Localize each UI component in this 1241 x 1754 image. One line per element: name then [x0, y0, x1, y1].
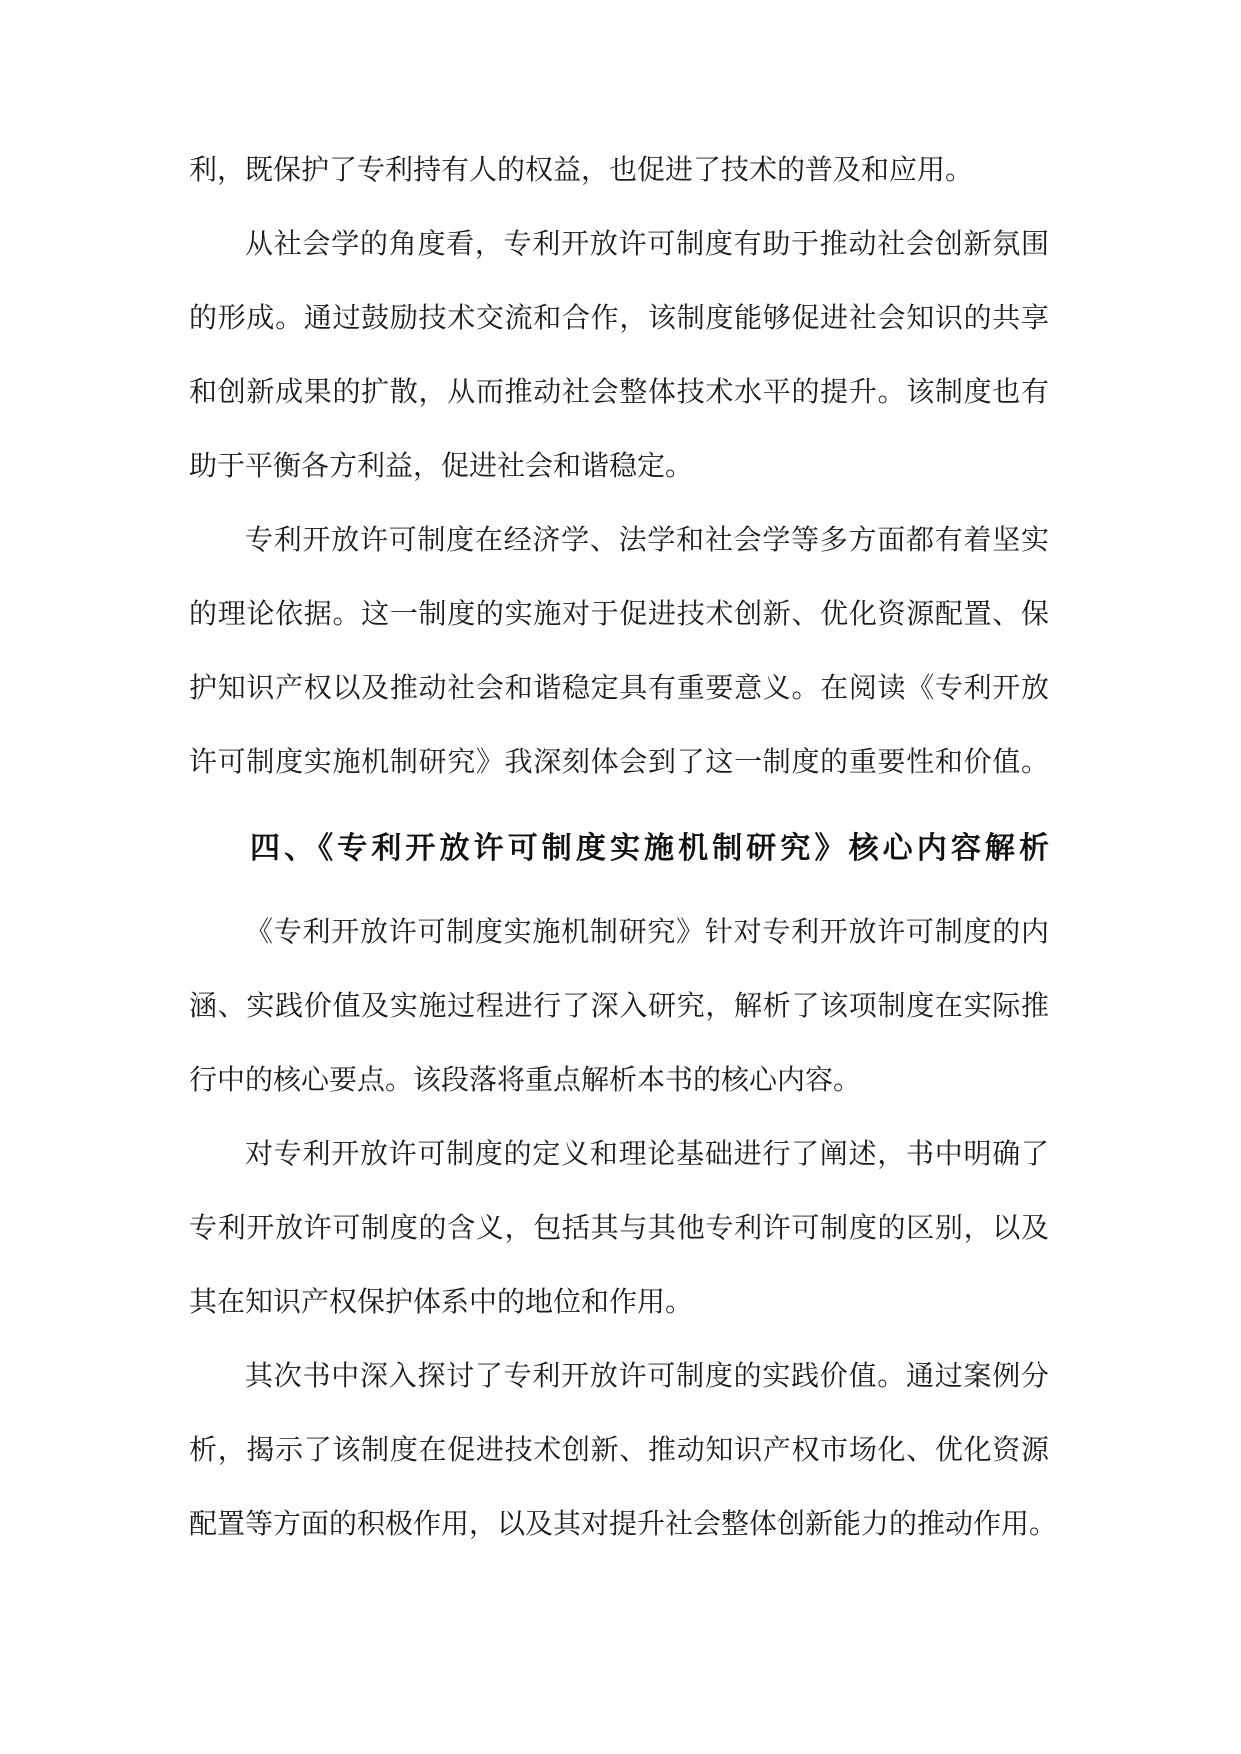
paragraph-line: 配置等方面的积极作用，以及其对提升社会整体创新能力的推动作用。 [189, 1507, 1058, 1540]
paragraph-line: 其次书中深入探讨了专利开放许可制度的实践价值。通过案例分 [245, 1359, 1049, 1392]
paragraph-line: 对专利开放许可制度的定义和理论基础进行了阐述，书中明确了 [245, 1137, 1049, 1170]
paragraph-line: 的理论依据。这一制度的实施对于促进技术创新、优化资源配置、保 [189, 597, 1049, 630]
paragraph-line: 从社会学的角度看，专利开放许可制度有助于推动社会创新氛围 [245, 227, 1049, 260]
paragraph-line: 析，揭示了该制度在促进技术创新、推动知识产权市场化、优化资源 [189, 1433, 1049, 1466]
paragraph-line: 和创新成果的扩散，从而推动社会整体技术水平的提升。该制度也有 [189, 375, 1049, 408]
paragraph-line: 许可制度实施机制研究》我深刻体会到了这一制度的重要性和价值。 [189, 745, 1049, 778]
paragraph-line: 专利开放许可制度的含义，包括其与其他专利许可制度的区别，以及 [189, 1211, 1049, 1244]
paragraph-line: 专利开放许可制度在经济学、法学和社会学等多方面都有着坚实 [245, 523, 1049, 556]
paragraph-line: 利，既保护了专利持有人的权益，也促进了技术的普及和应用。 [189, 153, 974, 186]
paragraph-line: 护知识产权以及推动社会和谐稳定具有重要意义。在阅读《专利开放 [189, 671, 1049, 704]
paragraph-line: 的形成。通过鼓励技术交流和合作，该制度能够促进社会知识的共享 [189, 301, 1049, 334]
paragraph-line: 涵、实践价值及实施过程进行了深入研究，解析了该项制度在实际推 [189, 989, 1049, 1022]
paragraph-line: 助于平衡各方利益，促进社会和谐稳定。 [189, 449, 694, 482]
section-heading: 四、《专利开放许可制度实施机制研究》核心内容解析 [250, 831, 1049, 866]
paragraph-line: 行中的核心要点。该段落将重点解析本书的核心内容。 [189, 1063, 862, 1096]
paragraph-line: 其在知识产权保护体系中的地位和作用。 [189, 1285, 694, 1318]
paragraph-line: 《专利开放许可制度实施机制研究》针对专利开放许可制度的内 [245, 915, 1049, 948]
